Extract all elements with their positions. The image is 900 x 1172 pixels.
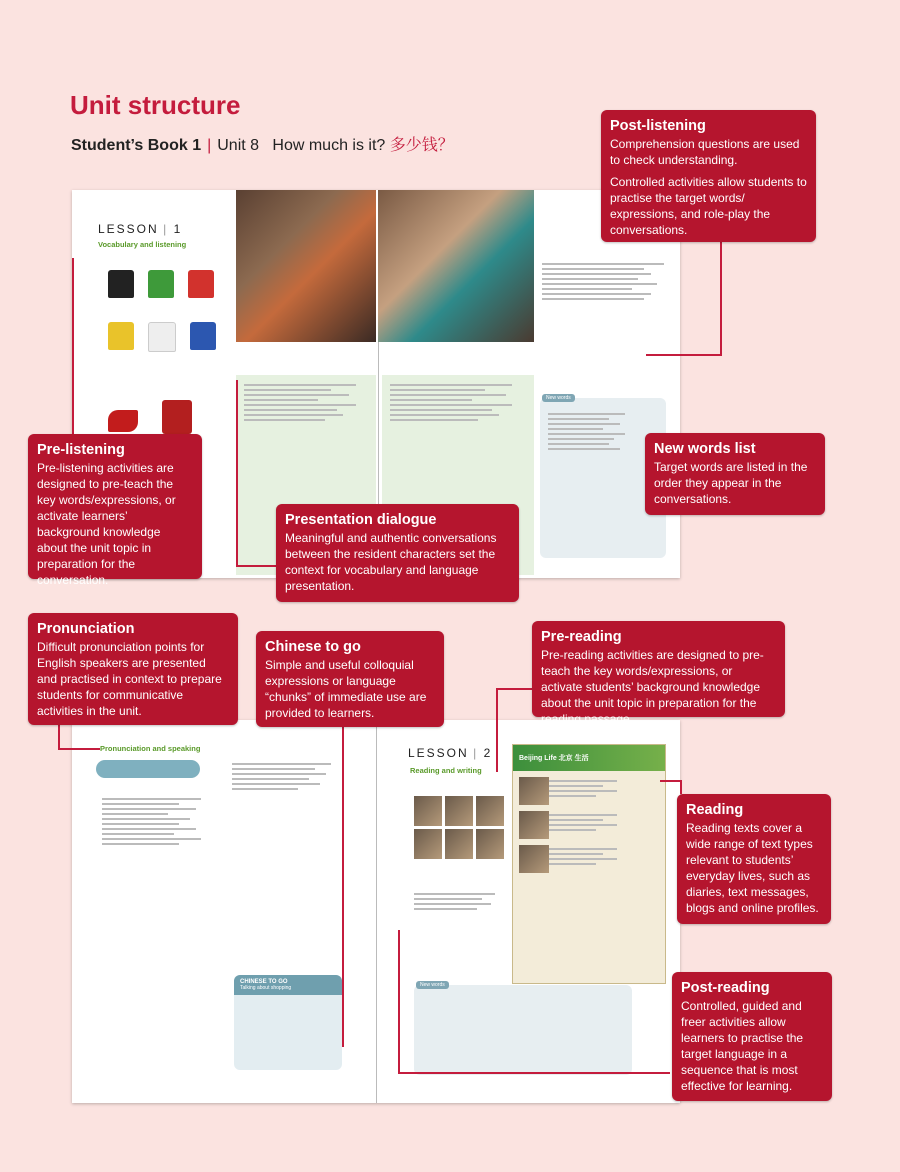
- callout-chinese-to-go-title: Chinese to go: [265, 639, 361, 655]
- section-heading: Vocabulary and listening: [98, 240, 187, 249]
- page-title: Unit structure: [70, 90, 241, 120]
- unit-title: How much is it?: [272, 137, 386, 154]
- callout-presentation-dialogue-title: Presentation dialogue: [285, 512, 437, 528]
- lesson-heading: LESSON | 1: [98, 222, 183, 236]
- red-shirt-image: [188, 270, 214, 298]
- callout-presentation-dialogue: [276, 504, 519, 602]
- reading-writing-heading: Reading and writing: [410, 766, 482, 775]
- callout-post-reading-title: Post-reading: [681, 980, 770, 996]
- matching-pictures: [414, 796, 504, 859]
- pronunciation-heading: Pronunciation and speaking: [100, 744, 201, 753]
- pronunciation-exercises: [102, 795, 212, 848]
- callout-post-listening-p1: Comprehension questions are used to check understanding.: [610, 137, 800, 167]
- blue-shirt-image: [190, 322, 216, 350]
- chinese-to-go-panel: [234, 975, 342, 1070]
- white-shirt-image: [148, 322, 176, 352]
- callout-post-reading-p1: Controlled, guided and freer activities allow learners to practise the target language in a sequence that is most effective for learning.: [681, 999, 804, 1093]
- callout-post-reading: [672, 972, 832, 1101]
- callout-new-words-list: [645, 433, 825, 515]
- callout-new-words-list-p1: Target words are listed in the order they appear in the conversations.: [654, 460, 808, 506]
- lesson-2-number: 2: [483, 746, 493, 760]
- callout-presentation-dialogue-p1: Meaningful and authentic conversations between the resident characters set the context for vocabulary and language presentation.: [285, 531, 497, 593]
- callout-chinese-to-go-p1: Simple and useful colloquial expressions or language “chunks” of immediate use are provided to learners.: [265, 658, 427, 720]
- callout-new-words-list-title: New words list: [654, 441, 756, 457]
- subtitle-separator: |: [207, 137, 212, 154]
- black-shirt-image: [108, 270, 134, 298]
- pair-work-exercise: [232, 760, 342, 793]
- lesson-number: 1: [173, 222, 183, 236]
- book-name: Student’s Book 1: [71, 137, 202, 154]
- callout-post-listening-title: Post-listening: [610, 118, 706, 134]
- page-gutter-2: [376, 720, 377, 1103]
- listening-exercise: [542, 260, 670, 303]
- red-shoes-image: [108, 410, 138, 432]
- callout-post-listening: [601, 110, 816, 242]
- chinese-to-go-badge: CHINESE TO GO: [240, 979, 288, 985]
- callout-pre-reading-p1: Pre-reading activities are designed to pre-teach the key words/expressions, or activate students’ background knowledge about the unit topic in preparation for the reading passage.: [541, 648, 764, 726]
- callout-pre-listening-p1: Pre-listening activities are designed to pre-teach the key words/expressions, or activate learners’ background knowledge about the unit topic in preparation for the conversation.: [37, 461, 176, 587]
- connector-chinese-to-go: [342, 727, 344, 1047]
- beijing-life-reading: [512, 744, 666, 984]
- yellow-shirt-image: [108, 322, 134, 350]
- callout-post-listening-p2: Controlled activities allow students to practise the target words/ expressions, and role-play the conversations.: [610, 175, 807, 237]
- connector-pre-listening: [72, 258, 74, 434]
- callout-pronunciation-p1: Difficult pronunciation points for English speakers are presented and practised in context to prepare students for communicative activities in the unit.: [37, 640, 222, 718]
- tones-pill: [96, 760, 200, 778]
- connector-post-listening: [720, 242, 722, 356]
- reading-header: Beijing Life 北京 生活: [513, 745, 665, 771]
- lesson-label: LESSON: [98, 222, 159, 236]
- unit-title-zh: 多少钱？: [389, 137, 454, 154]
- callout-pre-listening-title: Pre-listening: [37, 442, 125, 458]
- shopping-photo-left: [236, 190, 376, 342]
- red-coat-image: [162, 400, 192, 434]
- callout-pre-listening: [28, 434, 202, 587]
- shopping-photo-right: [378, 190, 534, 342]
- unit-number: Unit 8: [217, 137, 260, 154]
- callout-reading: [677, 794, 831, 924]
- new-words-badge-2: New words: [416, 981, 449, 989]
- chinese-to-go-sub: Talking about shopping: [240, 985, 292, 991]
- callout-reading-title: Reading: [686, 802, 744, 818]
- callout-pre-reading-title: Pre-reading: [541, 629, 622, 645]
- lesson-2-label: LESSON: [408, 746, 469, 760]
- new-words-badge: New words: [542, 394, 575, 402]
- pre-reading-questions: [414, 890, 504, 913]
- green-shirt-image: [148, 270, 174, 298]
- connector-reading: [680, 780, 682, 794]
- new-words-panel-2: [414, 982, 632, 1075]
- callout-pre-reading: [532, 621, 785, 726]
- connector-dialogue: [236, 380, 238, 566]
- connector-pre-reading: [496, 688, 498, 772]
- callout-chinese-to-go: [256, 631, 444, 727]
- callout-pronunciation: [28, 613, 238, 725]
- unit-subtitle: [71, 132, 454, 155]
- lesson-2-heading: LESSON | 2: [408, 746, 493, 760]
- connector-post-reading: [398, 1072, 670, 1074]
- callout-reading-p1: Reading texts cover a wide range of text types relevant to students’ everyday lives, such as diaries, text messages, blogs and online profiles.: [686, 821, 819, 915]
- shirts-grid: [108, 270, 228, 352]
- connector-pronunciation: [58, 724, 60, 750]
- spread-lesson-2: [72, 720, 680, 1103]
- callout-pronunciation-title: Pronunciation: [37, 621, 135, 637]
